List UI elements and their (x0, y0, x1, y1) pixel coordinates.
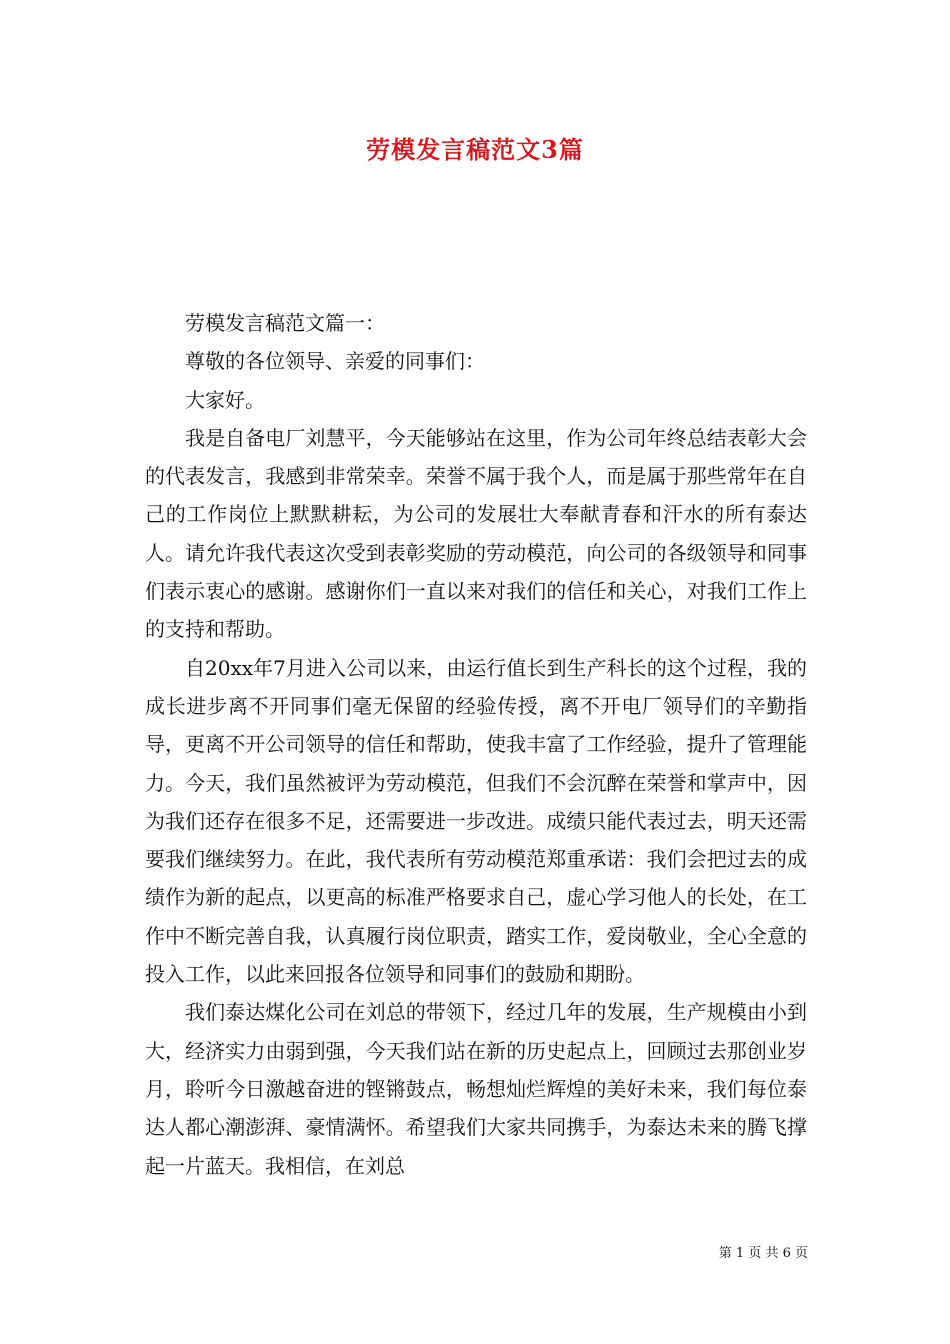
body-paragraph: 自20xx年7月进入公司以来，由运行值长到生产科长的这个过程，我的成长进步离不开同事们毫无保留的经验传授，离不开电厂领导们的辛勤指导，更离不开公司领导的信任和帮助，使我丰富了工作经验，提升了管理能力。今天，我们虽然被评为劳动模范，但我们不会沉醉在荣誉和掌声中，因为我们还存在很多不足，还需要进一步改进。成绩只能代表过去，明天还需要我们继续努力。在此，我代表所有劳动模范郑重承诺：我们会把过去的成绩作为新的起点，以更高的标准严格要求自己，虚心学习他人的长处，在工作中不断完善自我，认真履行岗位职责，踏实工作，爱岗敬业，全心全意的投入工作，以此来回报各位领导和同事们的鼓励和期盼。 (145, 655, 807, 987)
body-paragraph: 我们泰达煤化公司在刘总的带领下，经过几年的发展，生产规模由小到大，经济实力由弱到强，今天我们站在新的历史起点上，回顾过去那创业岁月，聆听今日激越奋进的铿锵鼓点，畅想灿烂辉煌的美好未来，我们每位泰达人都心潮澎湃、豪情满怀。希望我们大家共同携手，为泰达未来的腾飞撑起一片蓝天。我相信，在刘总 (145, 1000, 807, 1178)
document-title: 劳模发言稿范文3篇 (366, 135, 584, 164)
body-paragraph: 我是自备电厂刘慧平，今天能够站在这里，作为公司年终总结表彰大会的代表发言，我感到非常荣幸。荣誉不属于我个人，而是属于那些常年在自己的工作岗位上默默耕耘，为公司的发展壮大奉献青春和汗水的所有泰达人。请允许我代表这次受到表彰奖励的劳动模范，向公司的各级领导和同事们表示衷心的感谢。感谢你们一直以来对我们的信任和关心，对我们工作上的支持和帮助。 (145, 425, 807, 642)
section-heading: 劳模发言稿范文篇一： (185, 311, 385, 335)
page-number: 第 1 页 共 6 页 (718, 1246, 808, 1261)
document-body (145, 304, 807, 1185)
salutation: 尊敬的各位领导、亲爱的同事们： (185, 349, 485, 374)
greeting: 大家好。 (185, 387, 265, 412)
